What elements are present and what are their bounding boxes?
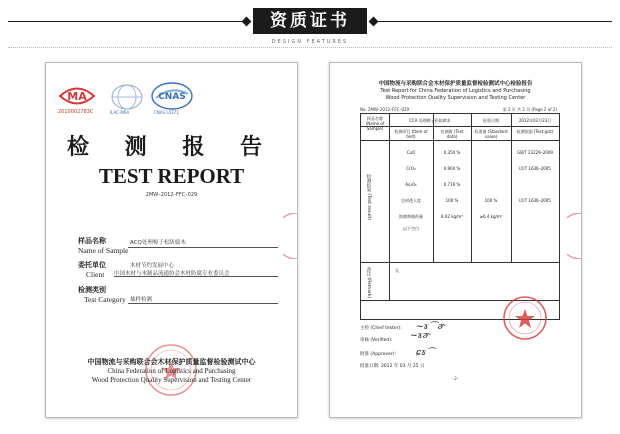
cma-logo-icon [58,85,96,107]
org-name-en-line1: China Federation of Logistics and Purchasing [107,367,236,375]
page-title: 资质证书 [253,8,367,34]
detail-report-number: No. 2MW–2012–FFC–029 [360,107,410,112]
certificate-detail-page[interactable] [329,62,582,418]
test-date-label: 检验日期 [483,118,499,123]
sample-name-label: 样品名称 (Name of Sample) [365,116,385,131]
table-rule [361,126,559,127]
certificate-cover[interactable] [45,62,298,418]
table-rule [389,114,390,300]
header-rule-right [378,21,612,22]
sample-underline [128,247,278,248]
category-label-en: Test Category [84,295,126,304]
report-number: 2MW–2012–FFC–029 [145,192,198,198]
approval-date: 批准日期: 2012 年 03 月 25 日 [360,364,425,369]
approver-signature: ɕɤ⌒ [416,348,436,358]
test-date-value: 2012年03月23日 [518,118,552,123]
verifier-signature: ~ɤɚ [410,331,431,341]
edge-seal-icon [283,213,297,259]
page-subtitle: DESIGN FEATURES [271,39,349,45]
sample-value: ACQ处理樟子松防腐木 [130,240,186,246]
dotted-separator [8,47,612,48]
cma-code: 2010002783C [58,109,94,115]
client-underline [114,276,278,277]
svg-text:CNAS: CNAS [158,92,186,102]
row-gist: LY/T 1636–2005 [519,166,551,171]
header-diamond-right [369,17,379,27]
org-name-en-line2: Wood Protection Quality Supervision and Testing Center [91,376,252,384]
col-standard: 标准值 (Standard value) [474,129,508,139]
detail-page-number: 第 2 页 共 2 页 (Page 2 of 2) [502,107,557,112]
cnas-number: CNAS L4371 [154,110,179,115]
client-label-en: Client [86,270,105,279]
detail-title-en-1: Test Report for China Federation of Logistics and Purchasing [380,88,531,94]
detail-title-en-2: Wood Protection Quality Supervision and Testing Center [385,95,526,101]
sample-field [78,236,278,255]
chief-tester-label: 主检 (Chief tester): [360,326,402,331]
detail-title-cn: 中国物流与采购联合会木材保护质量监督检验测试中心检验报告 [378,81,533,87]
header-rule-left [8,21,242,22]
page-footer: –2– [452,376,459,381]
table-rule [361,262,559,263]
col-gist: 检测依据 (Test gist) [516,129,554,134]
row-standard: 100 % [484,198,498,203]
approver-label: 批准 (Approver): [360,352,397,357]
category-underline [128,303,278,304]
category-field [78,285,278,304]
category-value: 抽样检测 [130,297,153,303]
row-value: 100 % [445,198,459,203]
sample-label-en: Name of Sample [78,246,129,255]
org-name-cn: 中国物流与采购联合会木材保护质量监督检验测试中心 [87,357,256,366]
row-gist: GB/T 23229–2009 [517,150,553,155]
client-label-cn: 委托单位 [78,260,106,269]
row-value: 8.02 kg/m³ [441,214,463,219]
col-test-data: 检测值 (Test data) [440,129,464,139]
chief-signature: ~ɤ⌒ɚ [416,322,446,332]
table-rule [361,140,559,141]
verifier-label: 审核 (Verified): [360,338,393,343]
row-item: 边材透入度 [401,198,421,203]
category-label-cn: 检测类别 [78,285,106,294]
official-seal-icon [502,295,548,341]
row-item: CuO [406,150,416,155]
cnas-logo-icon [150,81,194,111]
results-table [360,113,560,320]
table-rule [433,114,434,262]
row-value: 0.350 % [443,150,461,155]
row-value: 0.904 % [443,166,461,171]
edge-seal-icon [567,213,581,259]
sample-name-value: CCA 处理樟子松防腐木 [409,118,451,123]
row-item: 以下空白 [403,226,419,231]
client-value-2: 中国木材与木制品流通协会木材防腐专业委员会 [114,271,230,277]
row-item: As₂O₅ [405,182,417,187]
row-gist: LY/T 1636–2005 [519,198,551,203]
col-item: 检测项目 (Item of test) [394,129,428,139]
svg-text:MA: MA [67,90,87,103]
row-item: CrO₃ [406,166,416,171]
report-title-en: TEST REPORT [98,164,245,188]
row-standard: ≥6.4 kg/m³ [479,214,503,219]
table-rule [471,114,472,262]
ilac-mra-text: ILAC-MRA [110,110,130,115]
ilac-logo-icon [110,83,144,111]
remark-value: 无 [395,268,399,273]
table-rule [511,114,512,262]
row-item: 防腐剂载药量 [399,214,423,219]
test-result-label: 检测结果 (Test result) [366,174,371,220]
sample-label-cn: 样品名称 [78,236,106,245]
report-title-cn: 检 测 报 告 [67,134,276,160]
accreditation-logos [58,81,208,117]
header-diamond-left [242,17,252,27]
client-value-1: 木材节约发展中心 [130,263,175,269]
remark-label: 备注 (Remark) [366,267,371,299]
client-field [78,260,278,279]
row-value: 0.719 % [443,182,461,187]
